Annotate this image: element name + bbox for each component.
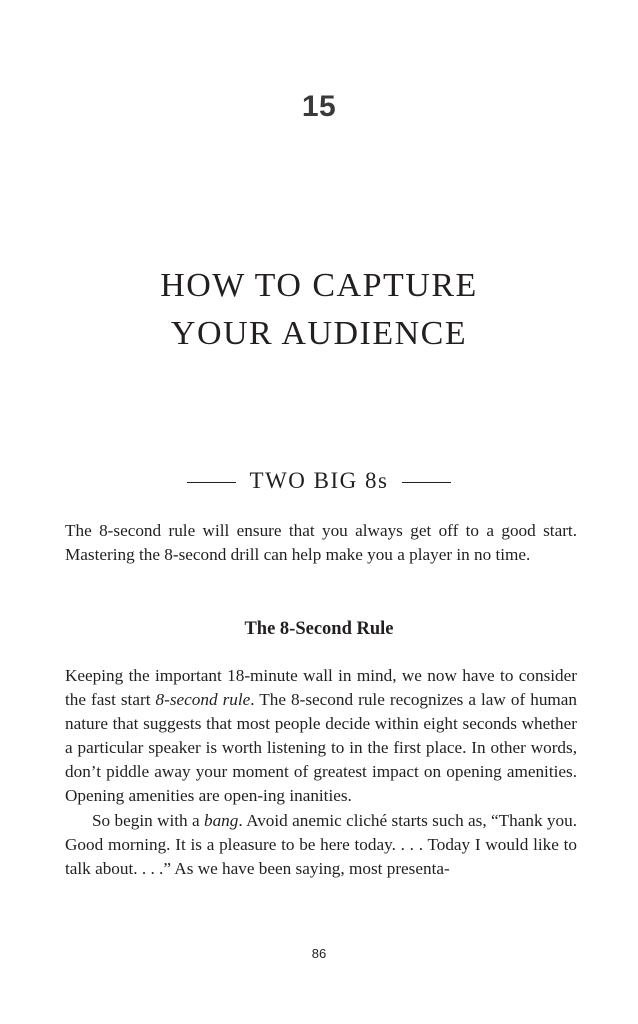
body-text (65, 664, 577, 881)
chapter-number: 15 (301, 90, 337, 123)
section-heading (0, 468, 638, 494)
body-paragraph-2 (65, 809, 577, 881)
body-paragraph-2-emphasis: bang (203, 810, 239, 830)
body-paragraph-1 (65, 664, 577, 809)
section-intro-paragraph: The 8-second rule will ensure that you always get off to a good start. Mastering the 8-second drill can help make you a player in no time. (65, 521, 577, 565)
body-paragraph-2-text-b: . Avoid anemic cliché starts such as, “Thank you. Good morning. It is a pleasure to be here today. . . . Today I would like to talk about. . . .” As we have been saying, most presenta- (65, 810, 577, 878)
chapter-title-line-2: YOUR AUDIENCE (170, 315, 468, 352)
body-paragraph-1-text-b: . The 8-second rule recognizes a law of human nature that suggests that most people decide within eight seconds whether a particular speaker is worth listening to in the first place. In other words, don’t piddle away your moment of greatest impact on opening amenities. Opening amenities are open-ing inanities. (65, 690, 578, 806)
body-paragraph-1-text-a: Keeping the important 18-minute wall in mind, we now have to consider the fast start (65, 666, 577, 710)
body-paragraph-2-text-a: So begin with a (92, 810, 204, 830)
page-number: 86 (311, 946, 327, 961)
subsection-heading: The 8-Second Rule (244, 619, 394, 639)
section-heading-right-rule (402, 482, 451, 483)
chapter-title-line-1: HOW TO CAPTURE (160, 267, 478, 304)
section-heading-label: TWO BIG 8s (249, 468, 389, 493)
chapter-title (0, 262, 638, 358)
section-heading-left-rule (187, 482, 236, 483)
body-paragraph-1-emphasis: 8-second rule (155, 690, 251, 710)
